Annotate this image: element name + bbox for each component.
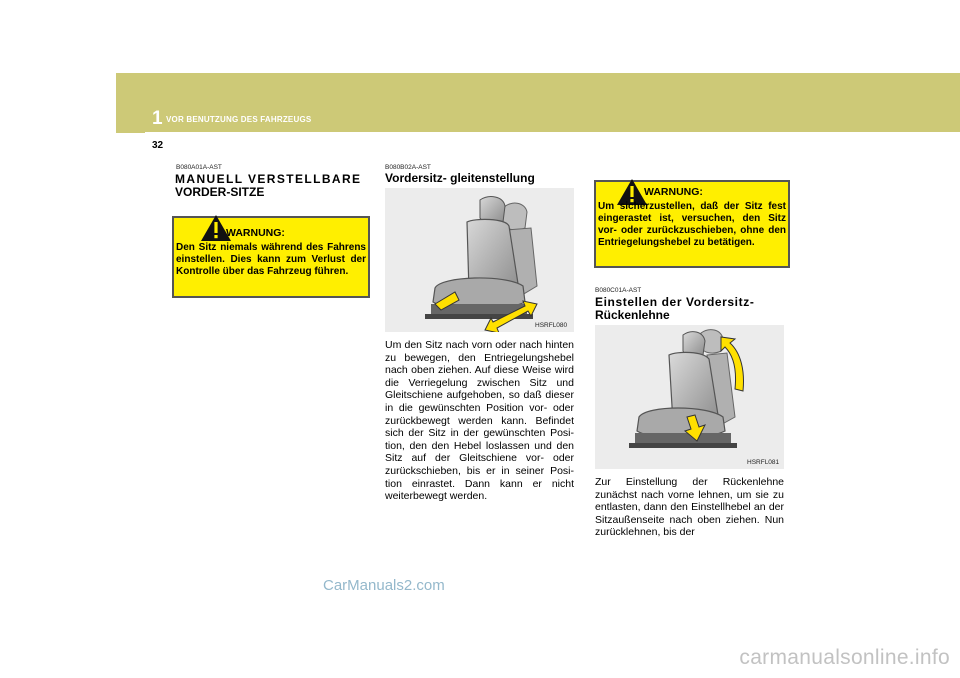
seat-slide-figure xyxy=(385,188,574,332)
chapter-title: VOR BENUTZUNG DES FAHRZEUGS xyxy=(166,115,312,124)
warning-title: WARNUNG: xyxy=(644,186,703,198)
warning-box xyxy=(594,180,790,268)
car-seat-icon xyxy=(385,188,574,332)
warning-text: Den Sitz niemals während des Fahrens einstellen. Dies kann zum Verlust der Kontrolle über das Fahrzeug führen. xyxy=(176,242,366,277)
warning-text: Um sicherzustellen, daß der Sitz fest eingerastet ist, versuchen, den Sitz vor- oder zurückzuschieben, ohne den Entriegelungshebel zu betätigen. xyxy=(598,201,786,248)
body-text: Zur Einstellung der Rückenlehne zunächst nach vorne lehnen, um sie zu entlasten, dann den Einstellhebel an der Sitzaußenseite nach oben ziehen. Nun zurücklehnen, bis der xyxy=(595,476,784,539)
figure-label: HSRFL080 xyxy=(535,322,568,329)
warning-box xyxy=(172,216,370,298)
car-seat-icon xyxy=(595,325,784,469)
section-heading: MANUELL VERSTELLBARE xyxy=(175,172,362,186)
page-number: 32 xyxy=(152,140,164,151)
body-text: Um den Sitz nach vorn oder nach hinten zu bewegen, den Entriegelungshebel nach oben ziehen. Auf diese Weise wird die Verriegelung zwischen Sitz und Gleitschiene aufgehoben, so daß dieser in die gewünschten Position vor- oder zurückbewegt werden kann. Befindet sich der Sitz in der gewünschten Posi-tion, den den Hebel loslassen und den Sitz auf der Gleitschiene vor- oder zurückschieben, bis er in seiner Posi-tion einrastet. Dann kann er nicht weiterbewegt werden. xyxy=(385,339,574,503)
section-code: B080C01A-AST xyxy=(595,287,642,294)
footer-url: carmanualsonline.info xyxy=(739,646,950,669)
chapter-number: 1 xyxy=(152,108,163,129)
header-band xyxy=(116,73,960,133)
section-heading: Vordersitz- gleitenstellung xyxy=(385,171,535,185)
section-heading-line2: VORDER-SITZE xyxy=(175,185,265,199)
figure-label: HSRFL081 xyxy=(747,459,780,466)
section-code: B080B02A-AST xyxy=(385,164,431,171)
section-code: B080A01A-AST xyxy=(176,164,222,171)
section-heading-line2: Rückenlehne xyxy=(595,308,670,322)
watermark: CarManuals2.com xyxy=(323,577,445,594)
warning-title: WARNUNG: xyxy=(226,227,285,239)
section-heading: Einstellen der Vordersitz- xyxy=(595,295,755,309)
seat-recline-figure xyxy=(595,325,784,469)
